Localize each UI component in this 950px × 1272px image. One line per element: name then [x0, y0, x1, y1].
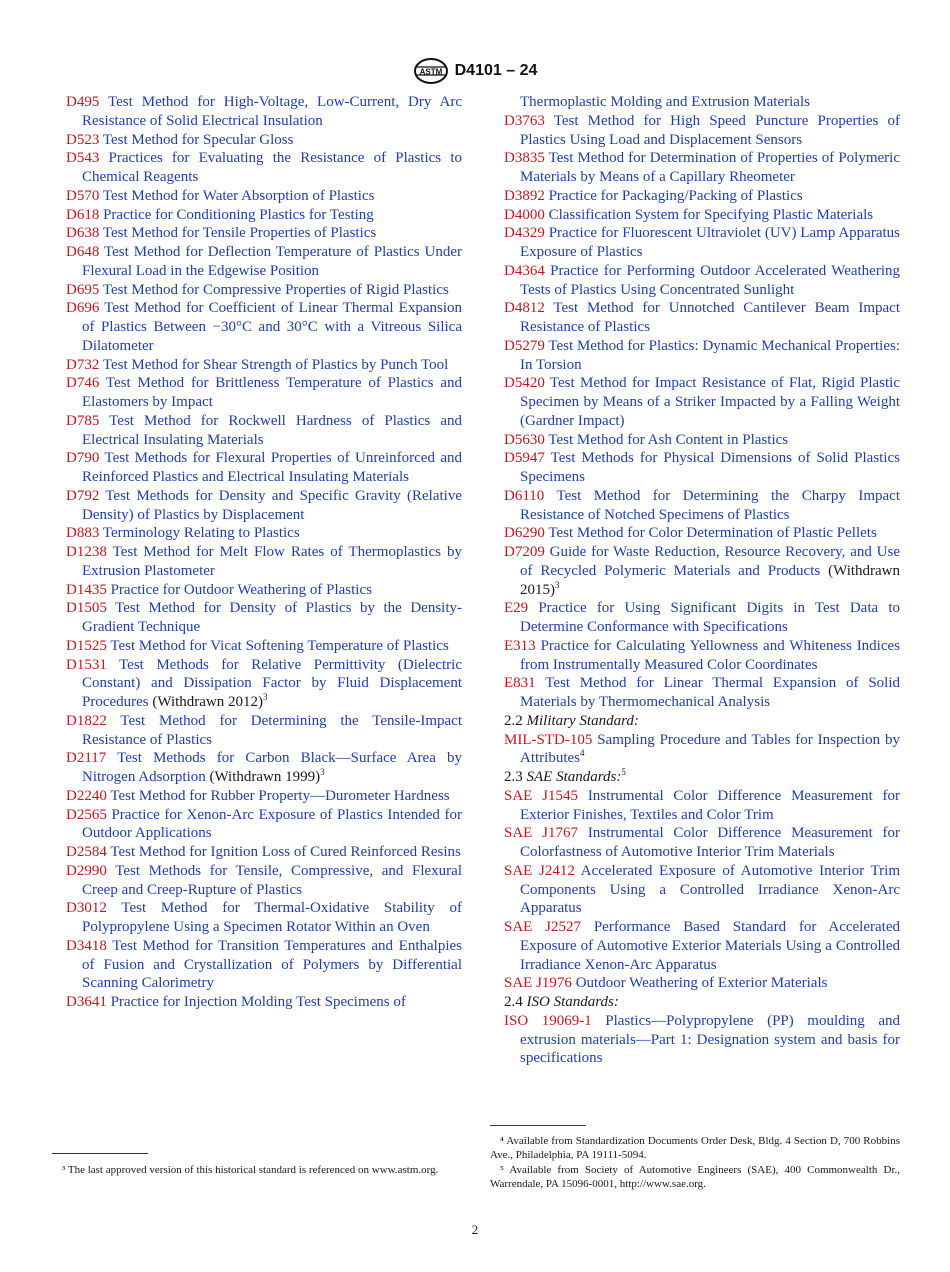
- reference-item: [66, 187, 462, 206]
- reference-code-link[interactable]: D2565: [66, 806, 107, 823]
- footnote-3: ³ The last approved version of this historical standard is referenced on www.astm.org.: [62, 1164, 439, 1176]
- reference-title-link[interactable]: Test Method for Melt Flow Rates of Thermoplastics by Extrusion Plastometer: [82, 544, 462, 579]
- reference-title-link[interactable]: Test Method for Vicat Softening Temperature of Plastics: [110, 637, 449, 654]
- reference-code-link[interactable]: E313: [504, 637, 536, 654]
- reference-code-link[interactable]: D5420: [504, 375, 545, 392]
- reference-title-link[interactable]: Test Method for Rockwell Hardness of Plastics and Electrical Insulating Materials: [82, 412, 462, 448]
- reference-item: [504, 543, 900, 599]
- reference-item: [66, 412, 462, 450]
- reference-title-link[interactable]: Sampling Procedure and Tables for Inspection by Attributes: [520, 731, 901, 767]
- reference-title-link[interactable]: Test Methods for Density and Specific Gravity (Relative Density) of Plastics by Displacement: [82, 487, 462, 523]
- reference-title-link[interactable]: Test Method for Determination of Properties of Polymeric Materials by Means of a Capillary Rheometer: [520, 150, 900, 185]
- reference-item: [66, 299, 462, 355]
- subsection-number: 2.4: [504, 994, 523, 1010]
- reference-title-link[interactable]: Test Methods for Relative Permittivity (Dielectric Constant) and Dissipation Factor by Fluid Displacement Procedures: [82, 656, 462, 710]
- reference-item: [504, 674, 900, 712]
- footnote-4: ⁴ Available from Standardization Documents Order Desk, Bldg. 4 Section D, 700 Robbins Ave., Philadelphia, PA 19111-5094.: [490, 1135, 900, 1161]
- reference-title-link[interactable]: Test Method for Determining the Tensile-Impact Resistance of Plastics: [82, 712, 462, 748]
- withdrawn-note: (Withdrawn 2015): [520, 562, 901, 598]
- reference-item: [504, 824, 900, 862]
- reference-item: [504, 337, 900, 375]
- reference-code-link[interactable]: D2117: [66, 750, 107, 767]
- reference-code-link[interactable]: E29: [504, 600, 529, 617]
- reference-item: [66, 656, 462, 712]
- reference-code-link[interactable]: D3418: [66, 937, 107, 954]
- reference-code-link[interactable]: D3835: [504, 150, 545, 167]
- reference-title-link[interactable]: Practice for Performing Outdoor Accelerated Weathering Tests of Plastics Using Concentrated Sunlight: [520, 262, 900, 298]
- subsection-label: ISO Standards:: [526, 994, 619, 1010]
- reference-title-link[interactable]: Test Method for Density of Plastics by the Density-Gradient Technique: [82, 600, 462, 635]
- reference-item: [504, 787, 900, 825]
- right-column: [504, 93, 900, 1068]
- reference-code-link[interactable]: D785: [66, 412, 100, 429]
- reference-title-link[interactable]: Test Method for Specular Gloss: [102, 131, 294, 148]
- reference-item: [504, 862, 900, 918]
- reference-code-link[interactable]: D7209: [504, 544, 545, 560]
- reference-item: [66, 524, 462, 543]
- reference-code-link[interactable]: D3763: [504, 112, 545, 129]
- withdrawn-note: (Withdrawn 2012): [152, 694, 264, 710]
- left-column: [66, 93, 462, 1012]
- reference-code-link[interactable]: SAE J1545: [504, 787, 578, 804]
- reference-item: [66, 374, 462, 412]
- footnote-marker: 3: [263, 692, 268, 702]
- reference-title-link[interactable]: Practice for Using Significant Digits in Test Data to Determine Conformance with Specifications: [520, 600, 900, 635]
- reference-title-link[interactable]: Practice for Xenon-Arc Exposure of Plastics Intended for Outdoor Applications: [82, 806, 463, 842]
- reference-item: [66, 599, 462, 637]
- reference-title-link[interactable]: Test Method for Water Absorption of Plastics: [102, 187, 375, 204]
- reference-item: [66, 581, 462, 600]
- reference-title-link[interactable]: Thermoplastic Molding and Extrusion Materials: [520, 94, 810, 110]
- reference-code-link[interactable]: D2240: [66, 787, 107, 804]
- reference-item: [504, 918, 900, 974]
- reference-item: [504, 974, 900, 993]
- reference-item: [66, 843, 462, 862]
- reference-item: [504, 262, 900, 300]
- footnote-rule-right: [490, 1125, 586, 1126]
- reference-code-link[interactable]: D2990: [66, 862, 107, 879]
- reference-title-link[interactable]: Practice for Calculating Yellowness and Whiteness Indices from Instrumentally Measured Color Coordinates: [520, 637, 901, 673]
- reference-title-link[interactable]: Test Method for Brittleness Temperature of Plastics and Elastomers by Impact: [82, 375, 462, 410]
- reference-title-link[interactable]: Test Method for Compressive Properties of Rigid Plastics: [102, 281, 449, 298]
- subsection-label: SAE Standards:: [526, 769, 622, 785]
- reference-code-link[interactable]: D4329: [504, 225, 545, 242]
- reference-code-link[interactable]: D5630: [504, 431, 545, 448]
- reference-title-link[interactable]: Classification System for Specifying Plastic Materials: [548, 206, 874, 223]
- page-header: [0, 57, 950, 85]
- reference-item: [66, 543, 462, 581]
- reference-code-link[interactable]: D695: [66, 281, 100, 298]
- reference-code-link[interactable]: D638: [66, 225, 100, 242]
- reference-code-link[interactable]: D4812: [504, 300, 545, 317]
- reference-code-link[interactable]: D746: [66, 375, 100, 392]
- reference-code-link[interactable]: D790: [66, 450, 100, 467]
- footnote-rule-left: [52, 1153, 148, 1154]
- reference-continuation: [504, 93, 900, 112]
- reference-item: [504, 449, 900, 487]
- reference-item: [504, 187, 900, 206]
- reference-code-link[interactable]: MIL-STD-105: [504, 731, 593, 748]
- reference-code-link[interactable]: D6290: [504, 525, 545, 542]
- reference-title-link[interactable]: Practice for Conditioning Plastics for Testing: [103, 206, 374, 223]
- withdrawn-note: (Withdrawn 1999): [209, 769, 321, 785]
- reference-title-link[interactable]: Practices for Evaluating the Resistance of Plastics to Chemical Reagents: [82, 150, 462, 185]
- reference-title-link[interactable]: Performance Based Standard for Accelerated Exposure of Automotive Exterior Materials Using a Controlled Irradiance Xenon-Arc Apparatus: [520, 919, 900, 973]
- reference-code-link[interactable]: D495: [66, 94, 100, 110]
- reference-code-link[interactable]: D1822: [66, 712, 107, 729]
- reference-item: [66, 787, 462, 806]
- reference-item: [504, 1012, 900, 1068]
- reference-title-link[interactable]: Test Method for Coefficient of Linear Thermal Expansion of Plastics Between −30°C and 30°C with a Vitreous Silica Dilatometer: [82, 300, 462, 354]
- reference-code-link[interactable]: D1505: [66, 600, 107, 617]
- footnote-marker: 3: [555, 579, 560, 590]
- reference-item: [66, 993, 462, 1012]
- reference-item: [66, 93, 462, 131]
- reference-item: [504, 224, 900, 262]
- reference-item: [66, 862, 462, 900]
- reference-title-link[interactable]: Accelerated Exposure of Automotive Interior Trim Components Using a Controlled Irradiance Xenon-Arc Apparatus: [520, 862, 900, 917]
- reference-title-link[interactable]: Test Method for Linear Thermal Expansion of Solid Materials by Thermomechanical Analysis: [520, 675, 900, 710]
- reference-title-link[interactable]: Practice for Fluorescent Ultraviolet (UV) Lamp Apparatus Exposure of Plastics: [520, 225, 900, 260]
- reference-code-link[interactable]: D543: [66, 150, 100, 167]
- reference-item: [66, 749, 462, 787]
- reference-item: [66, 224, 462, 243]
- reference-title-link[interactable]: Test Method for Impact Resistance of Flat, Rigid Plastic Specimen by Means of a Striker Impacted by a Falling Weight (Gardner Impact): [520, 375, 901, 429]
- reference-title-link[interactable]: Test Methods for Flexural Properties of Unreinforced and Reinforced Plastics and Electrical Insulating Materials: [82, 450, 463, 485]
- reference-title-link[interactable]: Test Method for Unnotched Cantilever Beam Impact Resistance of Plastics: [520, 300, 900, 335]
- reference-code-link[interactable]: D2584: [66, 844, 107, 860]
- subsection-number: 2.3: [504, 769, 523, 785]
- reference-code-link[interactable]: D1238: [66, 544, 107, 560]
- reference-code-link[interactable]: D6110: [504, 487, 545, 504]
- reference-code-link[interactable]: D1525: [66, 637, 107, 654]
- reference-code-link[interactable]: E831: [504, 675, 536, 692]
- reference-title-link[interactable]: Guide for Waste Reduction, Resource Recovery, and Use of Recycled Polymeric Materials and Products: [520, 544, 901, 579]
- reference-item: [504, 206, 900, 225]
- reference-title-link[interactable]: Instrumental Color Difference Measurement for Colorfastness of Automotive Interior Trim Materials: [520, 825, 901, 860]
- reference-code-link[interactable]: SAE J2527: [504, 919, 581, 935]
- reference-code-link[interactable]: D1531: [66, 656, 107, 673]
- reference-code-link[interactable]: SAE J1976: [504, 975, 572, 992]
- reference-title-link[interactable]: Plastics—Polypropylene (PP) moulding and extrusion materials—Part 1: Designation system and basis for specifications: [520, 1012, 900, 1067]
- reference-title-link[interactable]: Test Method for Shear Strength of Plastics by Punch Tool: [102, 356, 449, 373]
- footnote-5: ⁵ Available from Society of Automotive Engineers (SAE), 400 Commonwealth Dr., Warrendale, PA 15096-0001, http://www.sae.org.: [490, 1164, 900, 1190]
- reference-item: [66, 206, 462, 225]
- reference-title-link[interactable]: Test Method for Deflection Temperature of Plastics Under Flexural Load in the Edgewise Position: [82, 244, 462, 279]
- footnote-marker: 5: [621, 767, 626, 777]
- reference-title-link[interactable]: Outdoor Weathering of Exterior Materials: [575, 975, 828, 992]
- reference-code-link[interactable]: D3641: [66, 994, 107, 1010]
- reference-title-link[interactable]: Test Method for Tensile Properties of Plastics: [102, 225, 377, 242]
- reference-code-link[interactable]: D1435: [66, 581, 107, 598]
- reference-title-link[interactable]: Practice for Packaging/Packing of Plastics: [548, 187, 803, 204]
- reference-title-link[interactable]: Test Methods for Tensile, Compressive, and Flexural Creep and Creep-Rupture of Plastics: [82, 862, 462, 898]
- reference-item: [66, 712, 462, 750]
- reference-code-link[interactable]: D618: [66, 206, 100, 223]
- reference-title-link[interactable]: Test Method for Ignition Loss of Cured Reinforced Resins: [110, 844, 461, 860]
- reference-code-link[interactable]: D3892: [504, 187, 545, 204]
- reference-item: [504, 599, 900, 637]
- subsection-heading: [504, 768, 900, 787]
- reference-title-link[interactable]: Test Methods for Carbon Black—Surface Area by Nitrogen Adsorption: [82, 750, 462, 785]
- reference-title-link[interactable]: Test Method for Thermal-Oxidative Stability of Polypropylene Using a Specimen Rotator Within an Oven: [82, 900, 462, 935]
- reference-title-link[interactable]: Test Method for High-Voltage, Low-Current, Dry Arc Resistance of Solid Electrical Insulation: [82, 94, 462, 129]
- reference-item: [66, 637, 462, 656]
- reference-code-link[interactable]: ISO 19069-1: [504, 1012, 592, 1029]
- reference-item: [66, 356, 462, 375]
- reference-code-link[interactable]: SAE J1767: [504, 825, 578, 842]
- reference-item: [66, 449, 462, 487]
- page-number: 2: [471, 1222, 479, 1237]
- footnote-marker: 4: [580, 748, 585, 759]
- reference-title-link[interactable]: Practice for Outdoor Weathering of Plastics: [110, 581, 372, 598]
- reference-code-link[interactable]: D4000: [504, 206, 545, 223]
- reference-item: [504, 524, 900, 543]
- reference-title-link[interactable]: Test Methods for Physical Dimensions of Solid Plastics Specimens: [520, 450, 900, 485]
- reference-item: [66, 149, 462, 187]
- reference-code-link[interactable]: D648: [66, 244, 100, 260]
- reference-title-link[interactable]: Test Method for Ash Content in Plastics: [548, 431, 789, 448]
- reference-item: [66, 899, 462, 937]
- astm-logo-icon: [413, 58, 449, 84]
- reference-code-link[interactable]: D732: [66, 356, 100, 373]
- reference-title-link[interactable]: Test Method for High Speed Puncture Properties of Plastics Using Load and Displacement Sensors: [520, 112, 900, 148]
- footnote-marker: 3: [320, 767, 325, 777]
- reference-code-link[interactable]: D570: [66, 187, 100, 204]
- reference-title-link[interactable]: Test Method for Rubber Property—Durometer Hardness: [110, 787, 450, 804]
- reference-title-link[interactable]: Instrumental Color Difference Measurement for Exterior Finishes, Textiles and Color Trim: [520, 787, 901, 823]
- reference-title-link[interactable]: Test Method for Determining the Charpy Impact Resistance of Notched Specimens of Plastics: [520, 487, 901, 523]
- reference-code-link[interactable]: D883: [66, 525, 100, 542]
- reference-title-link[interactable]: Test Method for Transition Temperatures and Enthalpies of Fusion and Crystallization of Polymers by Differential Scanning Calorimetry: [82, 937, 462, 992]
- reference-title-link[interactable]: Terminology Relating to Plastics: [102, 525, 300, 542]
- subsection-heading: [504, 993, 900, 1012]
- reference-item: [504, 731, 900, 769]
- svg-text:ASTM: ASTM: [419, 67, 442, 77]
- subsection-number: 2.2: [504, 712, 523, 729]
- reference-item: [66, 281, 462, 300]
- reference-title-link[interactable]: Practice for Injection Molding Test Specimens of: [110, 994, 406, 1010]
- reference-code-link[interactable]: D4364: [504, 262, 545, 279]
- subsection-label: Military Standard:: [526, 712, 639, 729]
- reference-item: [504, 112, 900, 150]
- reference-item: [504, 487, 900, 525]
- reference-title-link[interactable]: Test Method for Color Determination of Plastic Pellets: [548, 525, 877, 542]
- reference-item: [66, 487, 462, 525]
- reference-item: [504, 431, 900, 450]
- reference-code-link[interactable]: D523: [66, 131, 100, 148]
- reference-item: [504, 374, 900, 430]
- reference-item: [66, 131, 462, 150]
- reference-code-link[interactable]: D792: [66, 487, 100, 504]
- reference-code-link[interactable]: D696: [66, 300, 100, 317]
- reference-item: [504, 637, 900, 675]
- reference-item: [66, 806, 462, 844]
- reference-item: [66, 937, 462, 993]
- reference-code-link[interactable]: D3012: [66, 900, 107, 917]
- reference-item: [504, 149, 900, 187]
- reference-item: [504, 299, 900, 337]
- reference-code-link[interactable]: SAE J2412: [504, 862, 575, 879]
- subsection-heading: [504, 712, 900, 731]
- reference-item: [66, 243, 462, 281]
- reference-code-link[interactable]: D5279: [504, 337, 545, 354]
- standard-designation: D4101 – 24: [454, 62, 538, 79]
- reference-code-link[interactable]: D5947: [504, 450, 545, 467]
- reference-title-link[interactable]: Test Method for Plastics: Dynamic Mechanical Properties: In Torsion: [520, 337, 900, 373]
